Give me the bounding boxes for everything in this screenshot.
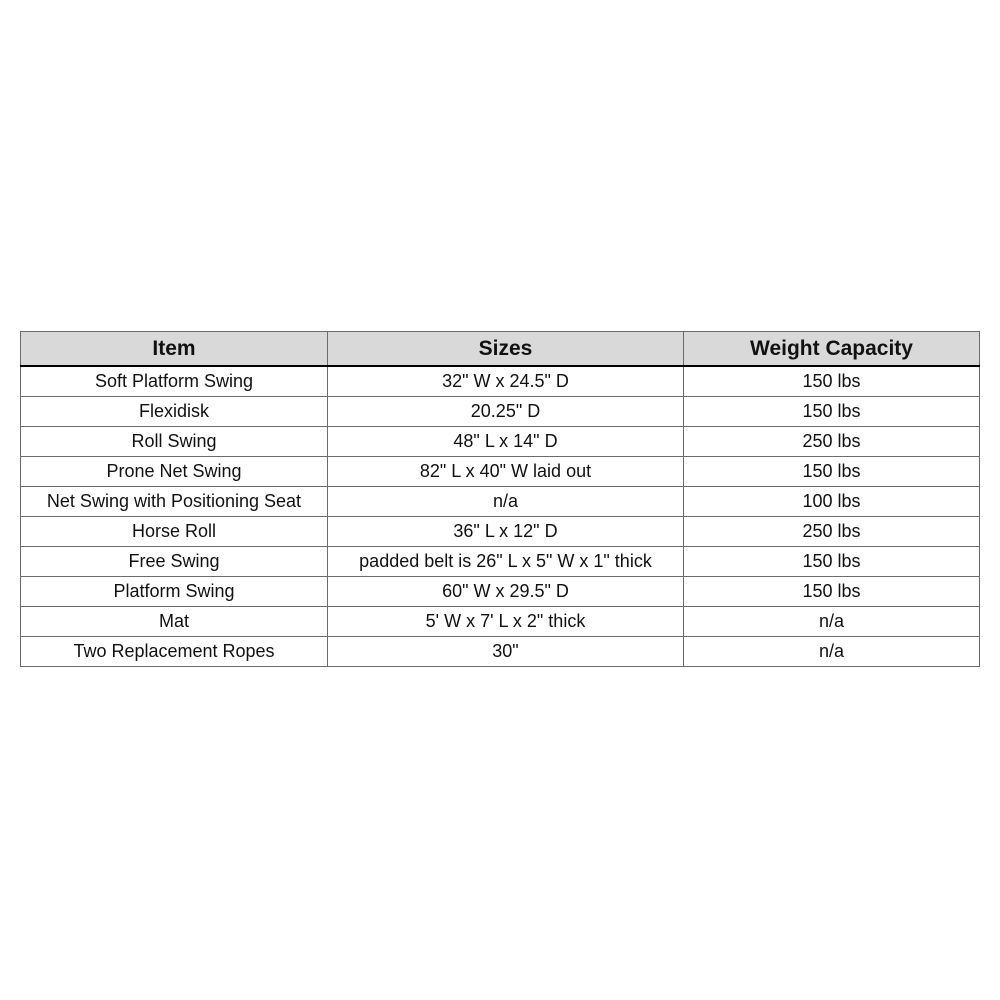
weight-capacity-cell: 150 lbs [684, 547, 980, 577]
table-row [21, 366, 980, 397]
weight-capacity-cell: 250 lbs [684, 517, 980, 547]
table-row [21, 577, 980, 607]
sizes-cell: n/a [328, 487, 684, 517]
item-cell: Mat [21, 607, 328, 637]
header-row [21, 332, 980, 367]
weight-capacity-cell: 250 lbs [684, 427, 980, 457]
sizes-cell: 60" W x 29.5" D [328, 577, 684, 607]
table-row [21, 607, 980, 637]
weight-capacity-cell: 150 lbs [684, 366, 980, 397]
table-row [21, 517, 980, 547]
item-cell: Roll Swing [21, 427, 328, 457]
sizes-cell: 30" [328, 637, 684, 667]
sizes-cell: 82" L x 40" W laid out [328, 457, 684, 487]
column-header-item: Item [21, 332, 328, 367]
weight-capacity-cell: 150 lbs [684, 397, 980, 427]
item-cell: Prone Net Swing [21, 457, 328, 487]
weight-capacity-cell: 100 lbs [684, 487, 980, 517]
column-header-weight-capacity: Weight Capacity [684, 332, 980, 367]
weight-capacity-cell: n/a [684, 637, 980, 667]
sizes-cell: 5' W x 7' L x 2" thick [328, 607, 684, 637]
weight-capacity-cell: 150 lbs [684, 457, 980, 487]
item-cell: Horse Roll [21, 517, 328, 547]
column-header-sizes: Sizes [328, 332, 684, 367]
weight-capacity-cell: n/a [684, 607, 980, 637]
table-row [21, 547, 980, 577]
item-cell: Net Swing with Positioning Seat [21, 487, 328, 517]
table-row [21, 397, 980, 427]
item-cell: Free Swing [21, 547, 328, 577]
sizes-cell: 20.25" D [328, 397, 684, 427]
item-cell: Soft Platform Swing [21, 366, 328, 397]
table-body [21, 366, 980, 667]
table-header [21, 332, 980, 367]
item-cell: Two Replacement Ropes [21, 637, 328, 667]
sizes-cell: 48" L x 14" D [328, 427, 684, 457]
weight-capacity-cell: 150 lbs [684, 577, 980, 607]
product-specifications-table [20, 331, 980, 667]
item-cell: Platform Swing [21, 577, 328, 607]
sizes-cell: 36" L x 12" D [328, 517, 684, 547]
table-row [21, 427, 980, 457]
table-row [21, 457, 980, 487]
sizes-cell: padded belt is 26" L x 5" W x 1" thick [328, 547, 684, 577]
item-cell: Flexidisk [21, 397, 328, 427]
table-row [21, 637, 980, 667]
sizes-cell: 32" W x 24.5" D [328, 366, 684, 397]
table-row [21, 487, 980, 517]
